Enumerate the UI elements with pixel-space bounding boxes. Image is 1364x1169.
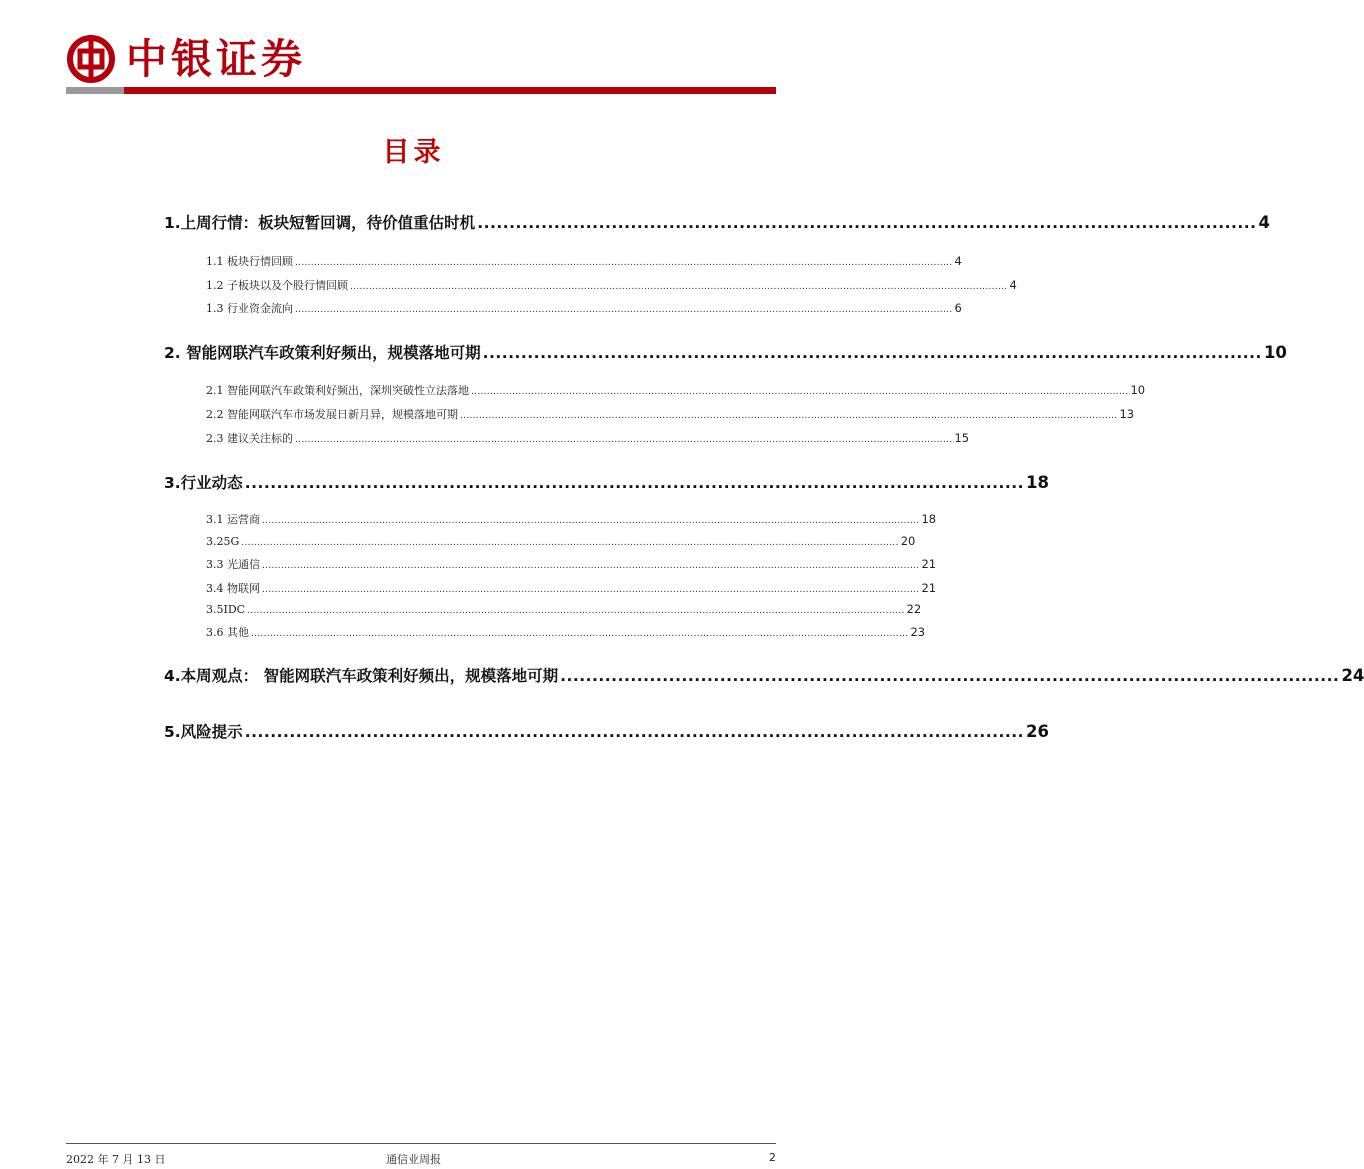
toc-entry-page: 26 (1026, 722, 1050, 741)
toc-leader-dots: .......................................................................................................................... (560, 667, 1340, 685)
toc-entry-page: 21 (921, 581, 937, 595)
toc-leader-dots: ................................................................................................................................................................................................................ (247, 606, 905, 616)
toc-entry-page: 21 (921, 557, 937, 571)
bank-of-china-emblem-icon (66, 34, 116, 84)
toc-title: 目录 (382, 137, 445, 168)
toc-leader-dots: ................................................................................................................................................................................................................ (295, 435, 953, 445)
toc-entry-label: 3.行业动态 (164, 474, 243, 492)
toc-leader-dots: ................................................................................................................................................................................................................ (262, 516, 920, 526)
toc-entry-label: 3.5IDC (206, 603, 246, 616)
toc-entry-label: 3.25G (206, 535, 240, 548)
toc-entry-1-1[interactable] (206, 253, 962, 269)
toc-entry-3-5[interactable] (206, 602, 922, 616)
logo-text: 中银证券 (126, 35, 306, 83)
toc-entry-page: 4 (1009, 278, 1017, 292)
toc-entry-3[interactable] (164, 471, 1050, 493)
toc-leader-dots: ................................................................................................................................................................................................................ (471, 387, 1129, 397)
company-logo (66, 34, 306, 84)
toc-leader-dots: ................................................................................................................................................................................................................ (295, 258, 953, 268)
toc-entry-3-3[interactable] (206, 556, 937, 572)
toc-entry-label: 3.4 物联网 (206, 582, 260, 595)
toc-leader-dots: ................................................................................................................................................................................................................ (262, 561, 920, 571)
toc-entry-label: 1.1 板块行情回顾 (206, 255, 293, 268)
toc-leader-dots: .......................................................................................................................... (244, 723, 1025, 741)
toc-entry-page: 6 (954, 301, 962, 315)
toc-entry-label: 3.3 光通信 (206, 558, 260, 571)
footer-report-name: 通信业周报 (386, 1153, 441, 1166)
toc-entry-label: 4.本周观点： 智能网联汽车政策利好频出，规模落地可期 (164, 667, 559, 685)
toc-entry-label: 1.上周行情：板块短暂回调，待价值重估时机 (164, 214, 476, 232)
toc-entry-page: 22 (906, 602, 922, 616)
toc-entry-label: 2.1 智能网联汽车政策利好频出，深圳突破性立法落地 (206, 384, 469, 397)
toc-entry-page: 4 (954, 254, 962, 268)
toc-entry-page: 20 (900, 534, 916, 548)
footer-page-number: 2 (769, 1151, 776, 1164)
toc-entry-page: 18 (921, 512, 937, 526)
toc-entry-page: 18 (1026, 473, 1050, 492)
toc-entry-label: 2.3 建议关注标的 (206, 432, 293, 445)
toc-leader-dots: ................................................................................................................................................................................................................ (251, 629, 909, 639)
header-divider-red (124, 87, 776, 94)
toc-leader-dots: ................................................................................................................................................................................................................ (460, 411, 1118, 421)
toc-entry-label: 3.6 其他 (206, 626, 249, 639)
toc-leader-dots: .......................................................................................................................... (244, 474, 1025, 492)
toc-entry-label: 2.2 智能网联汽车市场发展日新月异，规模落地可期 (206, 408, 458, 421)
toc-entry-page: 24 (1341, 666, 1364, 685)
toc-leader-dots: ................................................................................................................................................................................................................ (241, 538, 899, 548)
toc-leader-dots: ................................................................................................................................................................................................................ (295, 305, 953, 315)
toc-entry-2[interactable] (164, 341, 1287, 363)
toc-leader-dots: ................................................................................................................................................................................................................ (262, 585, 920, 595)
toc-entry-1-3[interactable] (206, 300, 962, 316)
toc-entry-3-2[interactable] (206, 534, 916, 548)
toc-entry-page: 23 (910, 625, 926, 639)
toc-entry-2-1[interactable] (206, 382, 1146, 398)
toc-entry-page: 15 (954, 431, 970, 445)
toc-entry-1-2[interactable] (206, 277, 1017, 293)
footer-divider (66, 1143, 776, 1144)
toc-entry-page: 13 (1119, 407, 1135, 421)
toc-entry-label: 5.风险提示 (164, 723, 243, 741)
toc-entry-page: 10 (1263, 343, 1287, 362)
toc-entry-3-1[interactable] (206, 511, 937, 527)
toc-entry-4[interactable] (164, 664, 1364, 686)
toc-entry-3-6[interactable] (206, 624, 926, 640)
toc-leader-dots: .......................................................................................................................... (477, 214, 1257, 232)
toc-entry-label: 3.1 运营商 (206, 513, 260, 526)
toc-entry-3-4[interactable] (206, 580, 937, 596)
toc-entry-5[interactable] (164, 720, 1050, 742)
toc-entry-2-2[interactable] (206, 406, 1135, 422)
toc-entry-label: 1.3 行业资金流向 (206, 302, 293, 315)
header-divider-grey (66, 87, 124, 94)
toc-entry-label: 1.2 子板块以及个股行情回顾 (206, 279, 348, 292)
toc-entry-page: 4 (1258, 213, 1271, 232)
toc-leader-dots: .......................................................................................................................... (482, 344, 1262, 362)
toc-entry-2-3[interactable] (206, 430, 970, 446)
toc-entry-page: 10 (1130, 383, 1146, 397)
toc-entry-1[interactable] (164, 211, 1271, 233)
toc-leader-dots: ................................................................................................................................................................................................................ (350, 282, 1008, 292)
toc-entry-label: 2. 智能网联汽车政策利好频出，规模落地可期 (164, 344, 481, 362)
footer-date: 2022 年 7 月 13 日 (66, 1153, 166, 1166)
